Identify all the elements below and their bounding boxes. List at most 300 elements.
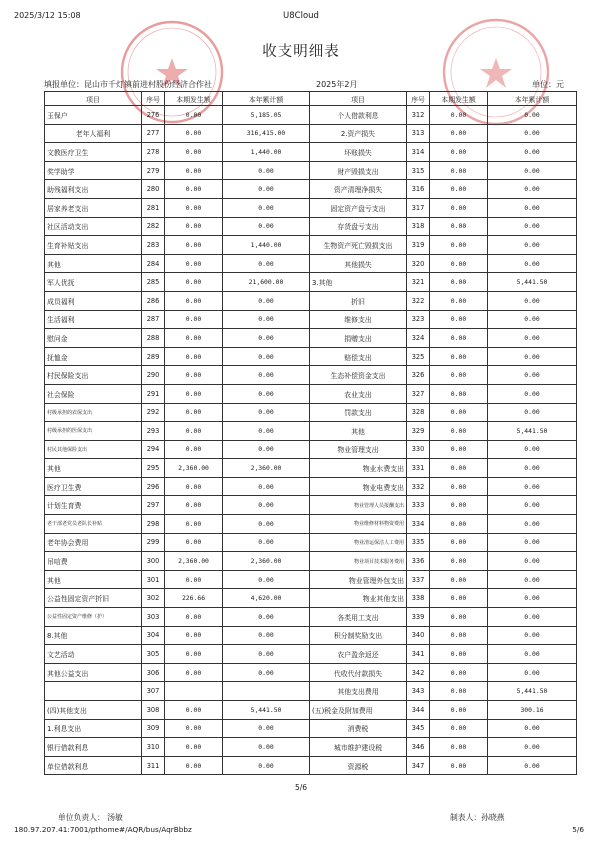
period-amount-cell: 0.00 [165,254,223,273]
item-cell: 各类用工支出 [310,608,407,627]
period-amount-cell: 0.00 [430,143,488,162]
period-amount-cell: 0.00 [430,477,488,496]
table-row [45,459,577,478]
ytd-amount-cell: 0.00 [488,161,577,180]
seq-cell: 309 [142,719,165,738]
ytd-amount-cell: 0.00 [223,291,310,310]
page-url: 180.97.207.41:7001/pthome#/AQR/bus/AqrBbbz [14,825,192,834]
ytd-amount-cell: 0.00 [488,496,577,515]
ytd-amount-cell: 0.00 [223,440,310,459]
item-cell: 物业其他支出 [310,589,407,608]
seq-cell: 333 [407,496,430,515]
ytd-amount-cell: 0.00 [223,254,310,273]
period-amount-cell: 0.00 [430,180,488,199]
seq-cell: 280 [142,180,165,199]
item-cell: 资产清理净损失 [310,180,407,199]
item-cell: (五)税金及附加费用 [310,701,407,720]
item-cell: 计划生育费 [45,496,142,515]
item-cell: 文艺活动 [45,645,142,664]
seq-cell: 311 [142,756,165,775]
item-cell: 维修支出 [310,310,407,329]
seq-cell: 334 [407,515,430,534]
seq-cell: 340 [407,626,430,645]
ytd-amount-cell: 0.00 [488,347,577,366]
ytd-amount-cell: 0.00 [223,217,310,236]
ytd-amount-cell: 0.00 [488,403,577,422]
period-amount-cell: 0.00 [430,645,488,664]
ytd-amount-cell: 0.00 [488,608,577,627]
table-row [45,273,577,292]
period-amount-cell: 0.00 [430,106,488,125]
table-row [45,682,577,701]
period-amount-cell: 0.00 [430,459,488,478]
period-amount-cell: 0.00 [430,384,488,403]
ytd-amount-cell: 0.00 [488,124,577,143]
item-cell: 个人借款利息 [310,106,407,125]
period-amount-cell: 0.00 [165,533,223,552]
item-cell: 农户盈余返还 [310,645,407,664]
period-amount-cell: 0.00 [165,291,223,310]
table-row [45,254,577,273]
unit-head-signature: 单位负责人： 汤敏 [58,813,123,822]
period-amount-cell: 0.00 [165,701,223,720]
ytd-amount-cell: 0.00 [488,756,577,775]
ytd-amount-cell: 0.00 [223,347,310,366]
item-cell: 成员福利 [45,291,142,310]
table-row [45,422,577,441]
item-cell: 物业管理外包支出 [310,570,407,589]
ytd-amount-cell: 300.16 [488,701,577,720]
period-amount-cell: 0.00 [165,180,223,199]
ytd-amount-cell: 0.00 [488,663,577,682]
item-cell: 军人优抚 [45,273,142,292]
seq-cell: 313 [407,124,430,143]
ytd-amount-cell: 0.00 [488,570,577,589]
period-amount-cell: 0.00 [430,124,488,143]
seq-cell: 299 [142,533,165,552]
seq-cell: 316 [407,180,430,199]
seq-cell: 277 [142,124,165,143]
ytd-amount-cell: 0.00 [488,477,577,496]
period-amount-cell: 0.00 [165,496,223,515]
period-amount-cell: 0.00 [430,738,488,757]
period-amount-cell: 0.00 [430,403,488,422]
period-amount-cell: 0.00 [430,161,488,180]
table-row [45,161,577,180]
seq-cell: 338 [407,589,430,608]
item-cell: 城市维护建设税 [310,738,407,757]
item-cell: 消费税 [310,719,407,738]
item-cell: 社会保险 [45,384,142,403]
period-amount-cell: 0.00 [165,217,223,236]
reporting-unit: 填报单位：昆山市千灯镇前进村股份经济合作社 [44,80,212,89]
ytd-amount-cell: 0.00 [223,663,310,682]
period-amount-cell: 2,360.00 [165,459,223,478]
ytd-amount-cell: 0.00 [488,198,577,217]
period-amount-cell: 0.00 [430,756,488,775]
table-row [45,663,577,682]
seq-cell: 296 [142,477,165,496]
period-amount-cell: 0.00 [165,515,223,534]
table-row [45,738,577,757]
seq-cell: 339 [407,608,430,627]
seq-cell: 342 [407,663,430,682]
ytd-amount-cell: 0.00 [223,180,310,199]
ytd-amount-cell: 1,440.00 [223,143,310,162]
col-header-seq: 序号 [407,92,430,106]
table-row [45,533,577,552]
ytd-amount-cell: 0.00 [488,106,577,125]
item-cell: 2.资产损失 [310,124,407,143]
ytd-amount-cell: 0.00 [223,738,310,757]
ytd-amount-cell: 5,185.05 [223,106,310,125]
item-cell: 老干部老党员老队长补贴 [45,515,142,534]
ytd-amount-cell: 0.00 [223,198,310,217]
period-amount-cell: 0.00 [165,161,223,180]
period-amount-cell: 0.00 [165,663,223,682]
col-header-item: 项目 [310,92,407,106]
item-cell: 助残福利支出 [45,180,142,199]
item-cell: 物业清运保洁人工费用 [310,533,407,552]
item-cell: 抚恤金 [45,347,142,366]
seq-cell: 302 [142,589,165,608]
ytd-amount-cell: 0.00 [223,626,310,645]
period-amount-cell: 0.00 [430,626,488,645]
item-cell: 坏账损失 [310,143,407,162]
item-cell: 物业电费支出 [310,477,407,496]
ytd-amount-cell: 0.00 [488,645,577,664]
ytd-amount-cell: 21,600.00 [223,273,310,292]
item-cell: 物业管理人员报酬支出 [310,496,407,515]
ytd-amount-cell: 0.00 [223,570,310,589]
period-amount-cell: 0.00 [165,570,223,589]
period-amount-cell: 0.00 [165,645,223,664]
table-row [45,198,577,217]
ytd-amount-cell: 0.00 [488,329,577,348]
period-amount-cell: 226.66 [165,589,223,608]
item-cell: 3.其他 [310,273,407,292]
item-cell: 固定资产盘亏支出 [310,198,407,217]
item-cell: 吊唁费 [45,552,142,571]
seq-cell: 285 [142,273,165,292]
ytd-amount-cell: 0.00 [488,626,577,645]
ytd-amount-cell: 0.00 [488,217,577,236]
seq-cell: 290 [142,366,165,385]
seq-cell: 319 [407,236,430,255]
item-cell: 积分制奖励支出 [310,626,407,645]
item-cell: 奖学助学 [45,161,142,180]
table-row [45,552,577,571]
ytd-amount-cell: 0.00 [488,459,577,478]
seq-cell: 300 [142,552,165,571]
table-row [45,236,577,255]
period-amount-cell: 0.00 [430,366,488,385]
item-cell: 其他 [45,254,142,273]
ytd-amount-cell: 0.00 [223,515,310,534]
table-row [45,347,577,366]
table-row [45,329,577,348]
item-cell: 捐赠支出 [310,329,407,348]
period-amount-cell: 0.00 [165,143,223,162]
table-row [45,106,577,125]
table-row [45,291,577,310]
item-cell: 其他公益支出 [45,663,142,682]
seq-cell: 324 [407,329,430,348]
period-amount-cell [165,682,223,701]
col-header-ytd-amount: 本年累计额 [223,92,310,106]
ytd-amount-cell: 0.00 [488,719,577,738]
period-amount-cell: 0.00 [430,682,488,701]
item-cell: 8.其他 [45,626,142,645]
seq-cell: 304 [142,626,165,645]
seq-cell: 344 [407,701,430,720]
ytd-amount-cell: 0.00 [223,608,310,627]
ytd-amount-cell: 0.00 [223,422,310,441]
item-cell: 单位借款利息 [45,756,142,775]
seq-cell: 343 [407,682,430,701]
ytd-amount-cell: 0.00 [488,254,577,273]
seq-cell: 286 [142,291,165,310]
item-cell: 代收代付款损失 [310,663,407,682]
period-amount-cell: 0.00 [165,198,223,217]
period-amount-cell: 0.00 [165,422,223,441]
period-amount-cell: 0.00 [430,347,488,366]
ytd-amount-cell: 0.00 [488,180,577,199]
table-row [45,496,577,515]
ytd-amount-cell: 0.00 [488,738,577,757]
period-amount-cell: 0.00 [165,384,223,403]
item-cell: 老年协会费用 [45,533,142,552]
period-amount-cell: 0.00 [430,254,488,273]
period-amount-cell: 0.00 [165,626,223,645]
item-cell: 物业维修材料物资费用 [310,515,407,534]
item-cell: 其他支出费用 [310,682,407,701]
ytd-amount-cell: 5,441.50 [488,422,577,441]
item-cell: 物业水费支出 [310,459,407,478]
period-amount-cell: 0.00 [165,124,223,143]
report-period: 2025年2月 [316,80,358,89]
period-amount-cell: 0.00 [430,570,488,589]
table-row [45,477,577,496]
seq-cell: 294 [142,440,165,459]
period-amount-cell: 0.00 [430,310,488,329]
item-cell: 赔偿支出 [310,347,407,366]
seq-cell: 276 [142,106,165,125]
period-amount-cell: 0.00 [165,366,223,385]
table-row [45,608,577,627]
table-row [45,440,577,459]
seq-cell: 284 [142,254,165,273]
table-row [45,626,577,645]
period-amount-cell: 0.00 [430,552,488,571]
period-amount-cell: 0.00 [430,236,488,255]
period-amount-cell: 0.00 [430,273,488,292]
table-row [45,756,577,775]
seq-cell: 317 [407,198,430,217]
seq-cell: 321 [407,273,430,292]
table-row [45,645,577,664]
period-amount-cell: 0.00 [165,273,223,292]
seq-cell: 320 [407,254,430,273]
item-cell: (四)其他支出 [45,701,142,720]
table-row [45,366,577,385]
seq-cell: 336 [407,552,430,571]
item-cell: 物业管理支出 [310,440,407,459]
seq-cell: 307 [142,682,165,701]
item-cell: 农业支出 [310,384,407,403]
ytd-amount-cell: 0.00 [223,366,310,385]
item-cell: 罚款支出 [310,403,407,422]
app-name: U8Cloud [283,11,319,21]
ytd-amount-cell: 0.00 [223,719,310,738]
table-row [45,310,577,329]
seq-cell: 281 [142,198,165,217]
ytd-amount-cell: 5,441.50 [223,701,310,720]
ytd-amount-cell: 0.00 [223,496,310,515]
item-cell: 其他 [45,459,142,478]
seq-cell: 278 [142,143,165,162]
seq-cell: 305 [142,645,165,664]
ytd-amount-cell: 0.00 [223,645,310,664]
item-cell: 慰问金 [45,329,142,348]
table-row [45,701,577,720]
col-header-seq: 序号 [142,92,165,106]
item-cell: 生态补偿资金支出 [310,366,407,385]
period-amount-cell: 0.00 [165,347,223,366]
ytd-amount-cell: 0.00 [488,291,577,310]
ytd-amount-cell: 2,360.00 [223,459,310,478]
ytd-amount-cell: 0.00 [223,403,310,422]
period-amount-cell: 0.00 [165,329,223,348]
col-header-period-amount: 本期发生额 [165,92,223,106]
seq-cell: 323 [407,310,430,329]
ytd-amount-cell: 0.00 [488,236,577,255]
table-row [45,180,577,199]
ytd-amount-cell: 4,620.00 [223,589,310,608]
ytd-amount-cell: 0.00 [223,329,310,348]
print-datetime: 2025/3/12 15:08 [14,11,81,20]
period-amount-cell: 0.00 [430,440,488,459]
table-row [45,589,577,608]
seq-cell: 327 [407,384,430,403]
seq-cell: 289 [142,347,165,366]
seq-cell: 303 [142,608,165,627]
table-row [45,384,577,403]
item-cell: 居家养老支出 [45,198,142,217]
period-amount-cell: 0.00 [430,719,488,738]
col-header-ytd-amount: 本年累计额 [488,92,577,106]
page-number-corner: 5/6 [572,825,584,834]
item-cell: 其他损失 [310,254,407,273]
item-cell: 其他 [310,422,407,441]
ytd-amount-cell: 5,441.50 [488,682,577,701]
seq-cell: 347 [407,756,430,775]
seq-cell: 341 [407,645,430,664]
ytd-amount-cell: 0.00 [223,161,310,180]
ytd-amount-cell: 0.00 [488,515,577,534]
ytd-amount-cell [223,682,310,701]
period-amount-cell: 0.00 [165,477,223,496]
table-row [45,570,577,589]
item-cell: 资源税 [310,756,407,775]
seq-cell: 312 [407,106,430,125]
seq-cell: 331 [407,459,430,478]
period-amount-cell: 0.00 [165,236,223,255]
item-cell: 1.利息支出 [45,719,142,738]
ytd-amount-cell: 0.00 [223,477,310,496]
item-cell [45,682,142,701]
item-cell: 文教医疗卫生 [45,143,142,162]
item-cell: 医疗卫生费 [45,477,142,496]
ytd-amount-cell: 0.00 [488,440,577,459]
item-cell: 老年人福利 [45,124,142,143]
seq-cell: 306 [142,663,165,682]
seq-cell: 279 [142,161,165,180]
seq-cell: 295 [142,459,165,478]
seq-cell: 310 [142,738,165,757]
ytd-amount-cell: 1,440.00 [223,236,310,255]
ytd-amount-cell: 0.00 [223,310,310,329]
item-cell: 公益性固定资产折旧 [45,589,142,608]
item-cell: 存货盘亏支出 [310,217,407,236]
period-amount-cell: 0.00 [430,198,488,217]
period-amount-cell: 0.00 [430,589,488,608]
period-amount-cell: 0.00 [430,217,488,236]
seq-cell: 292 [142,403,165,422]
ytd-amount-cell: 316,415.00 [223,124,310,143]
ytd-amount-cell: 0.00 [488,589,577,608]
table-header-row [45,92,577,106]
item-cell: 财产毁损支出 [310,161,407,180]
period-amount-cell: 0.00 [165,403,223,422]
item-cell: 其他 [45,570,142,589]
seq-cell: 328 [407,403,430,422]
seq-cell: 318 [407,217,430,236]
period-amount-cell: 0.00 [430,663,488,682]
period-amount-cell: 0.00 [430,291,488,310]
table-row [45,719,577,738]
ytd-amount-cell: 0.00 [488,384,577,403]
seq-cell: 329 [407,422,430,441]
seq-cell: 345 [407,719,430,738]
item-cell: 银行借款利息 [45,738,142,757]
item-cell: 玉保户 [45,106,142,125]
seq-cell: 325 [407,347,430,366]
seq-cell: 330 [407,440,430,459]
preparer-signature: 制表人：孙晓燕 [450,813,505,822]
ytd-amount-cell: 0.00 [488,552,577,571]
seq-cell: 322 [407,291,430,310]
item-cell: 生育补贴支出 [45,236,142,255]
col-header-item: 项目 [45,92,142,106]
ytd-amount-cell: 0.00 [488,143,577,162]
item-cell: 生活福利 [45,310,142,329]
period-amount-cell: 0.00 [430,329,488,348]
seq-cell: 288 [142,329,165,348]
table-row [45,217,577,236]
period-amount-cell: 0.00 [165,310,223,329]
report-title: 收支明细表 [262,44,340,60]
ytd-amount-cell: 0.00 [488,310,577,329]
col-header-period-amount: 本期发生额 [430,92,488,106]
seq-cell: 308 [142,701,165,720]
seq-cell: 293 [142,422,165,441]
table-row [45,124,577,143]
income-expense-table [44,91,577,775]
period-amount-cell: 0.00 [165,719,223,738]
seq-cell: 346 [407,738,430,757]
period-amount-cell: 0.00 [430,701,488,720]
